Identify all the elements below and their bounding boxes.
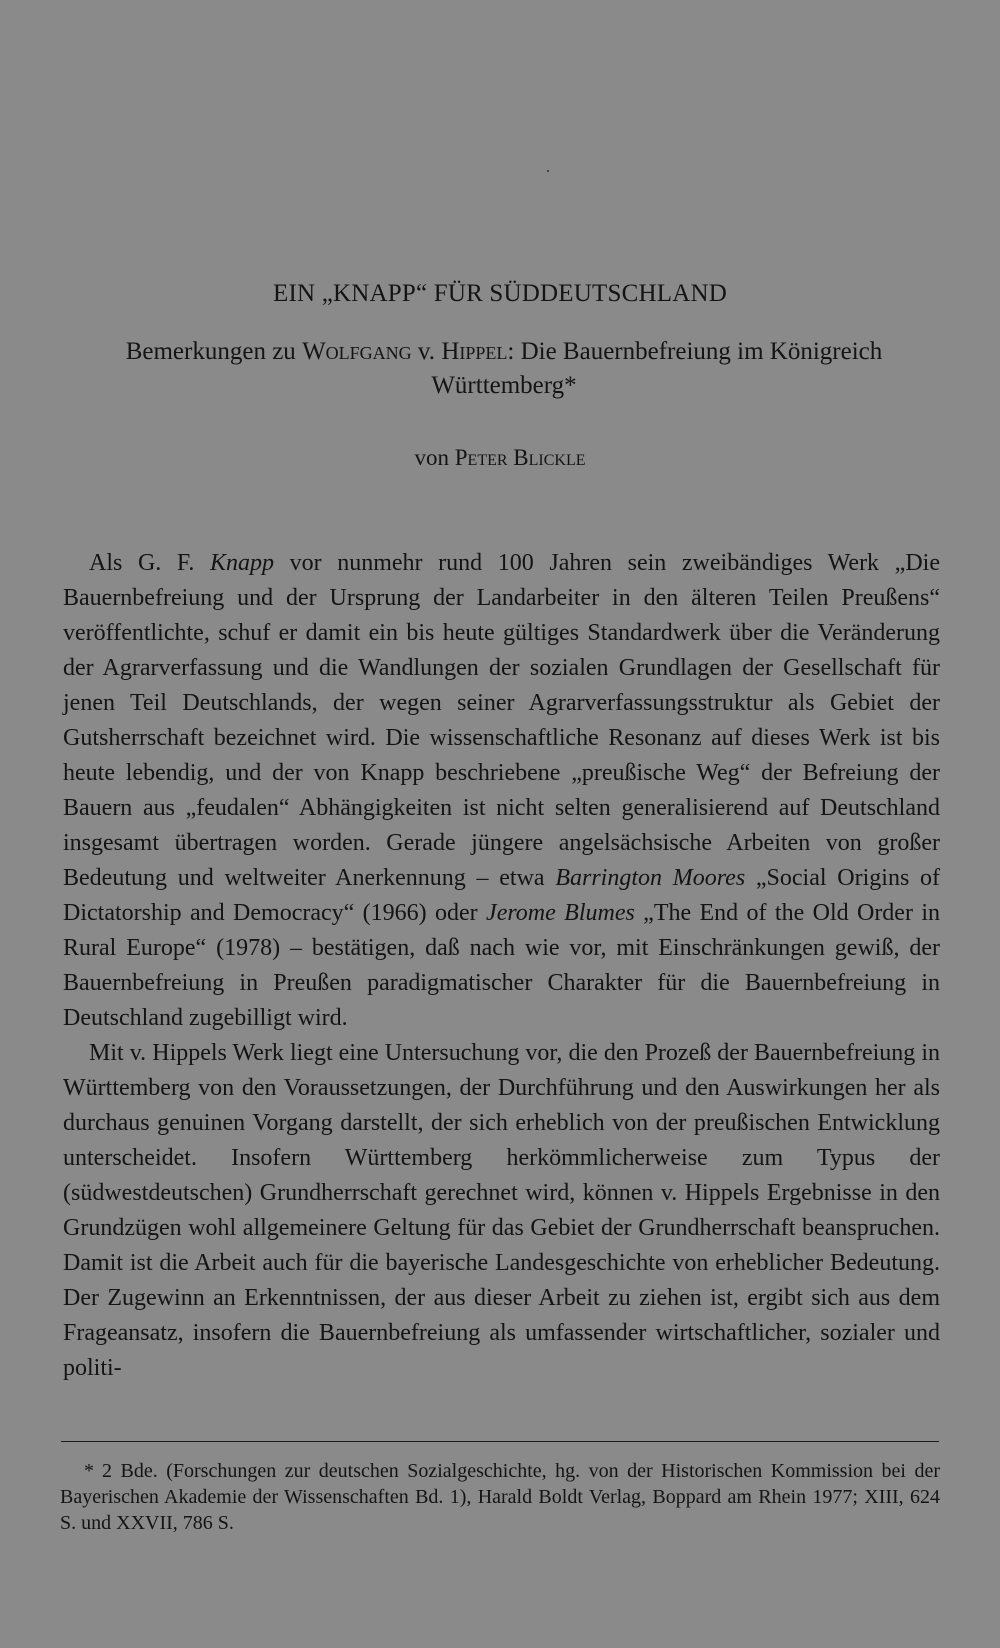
paragraph-1 <box>63 546 940 1036</box>
scan-speck <box>547 170 549 172</box>
footnote-rule <box>61 1441 939 1442</box>
p1-text-b: vor nunmehr rund 100 Jahren sein zweibändiges Werk „Die Bauernbefreiung und der Ursprung der Landarbeiter in den älteren Teilen Preußens“ veröffentlichte, schuf er damit ein bis heute gültiges Standardwerk über die Veränderung der Agrarverfassung und die Wandlungen der sozialen Grundlagen der Gesellschaft für jenen Teil Deutschlands, der wegen seiner Agrarverfassungsstruktur als Gebiet der Gutsherrschaft bezeichnet wird. Die wissenschaftliche Resonanz auf dieses Werk ist bis heute lebendig, und der von Knapp beschriebene „preußische Weg“ der Befreiung der Bauern aus „feudalen“ Abhängigkeiten ist nicht selten generalisierend auf Deutschland insgesamt übertragen worden. Gerade jüngere angelsächsische Arbeiten von großer Bedeutung und weltweiter Anerkennung – etwa <box>63 550 940 891</box>
footnote-text: 2 Bde. (Forschungen zur deutschen Sozialgeschichte, hg. von der Historischen Kommission bei der Bayerischen Akademie der Wissenschaften Bd. 1), Harald Boldt Verlag, Boppard am Rhein 1977; XIII, 624 S. und XXVII, 786 S. <box>60 1460 940 1534</box>
p1-text-c: „Social Origins of Dictatorship and Democracy“ (1966) oder <box>63 865 941 926</box>
article-subtitle <box>66 335 942 403</box>
byline-name: Peter Blickle <box>454 445 586 470</box>
p1-blumes-italic: Jerome Blumes <box>486 900 635 926</box>
article-body <box>63 546 940 1386</box>
p1-text-a: Als G. F. <box>89 550 210 576</box>
p1-knapp-italic: Knapp <box>209 550 274 576</box>
footnote-reference-mark: * <box>564 372 577 399</box>
subtitle-author-last: Hippel <box>441 338 508 365</box>
subtitle-prefix: Bemerkungen zu <box>125 338 303 365</box>
footnote <box>60 1458 940 1536</box>
article-title: EIN „KNAPP“ FÜR SÜDDEUTSCHLAND <box>273 280 727 307</box>
footnote-mark: * <box>84 1460 94 1482</box>
p1-moores-italic: Barrington Moores <box>555 865 746 891</box>
subtitle-suffix: : Die Bauernbefreiung im Königreich Württemberg <box>431 338 883 399</box>
paragraph-2: Mit v. Hippels Werk liegt eine Untersuchung vor, die den Prozeß der Bauernbefreiung in Württemberg von den Voraussetzungen, der Durchführung und den Auswirkungen her als durchaus genuinen Vorgang darstellt, der sich erheblich von der preußischen Entwicklung unterscheidet. Insofern Württemberg herkömmlicherweise zum Typus der (südwestdeutschen) Grundherrschaft gerechnet wird, können v. Hippels Ergebnisse in den Grundzügen wohl allgemeinere Geltung für das Gebiet der Grundherrschaft beanspruchen. Damit ist die Arbeit auch für die bayerische Landesgeschichte von erheblicher Bedeutung. Der Zugewinn an Erkenntnissen, der aus dieser Arbeit zu ziehen ist, ergibt sich aus dem Frageansatz, insofern die Bauernbefreiung als umfassender wirtschaftlicher, sozialer und politi- <box>63 1040 940 1381</box>
byline-prefix: von <box>414 445 455 470</box>
subtitle-author-first: Wolfgang <box>302 338 412 365</box>
p1-text-d: „The End of the Old Order in Rural Europe“ (1978) – bestätigen, daß nach wie vor, mit Einschränkungen gewiß, der Bauernbefreiung in Preußen paradigmatischer Charakter für die Bauernbefreiung in Deutschland zugebilligt wird. <box>63 900 940 1031</box>
subtitle-mid: v. <box>411 338 442 365</box>
byline <box>0 445 1000 471</box>
